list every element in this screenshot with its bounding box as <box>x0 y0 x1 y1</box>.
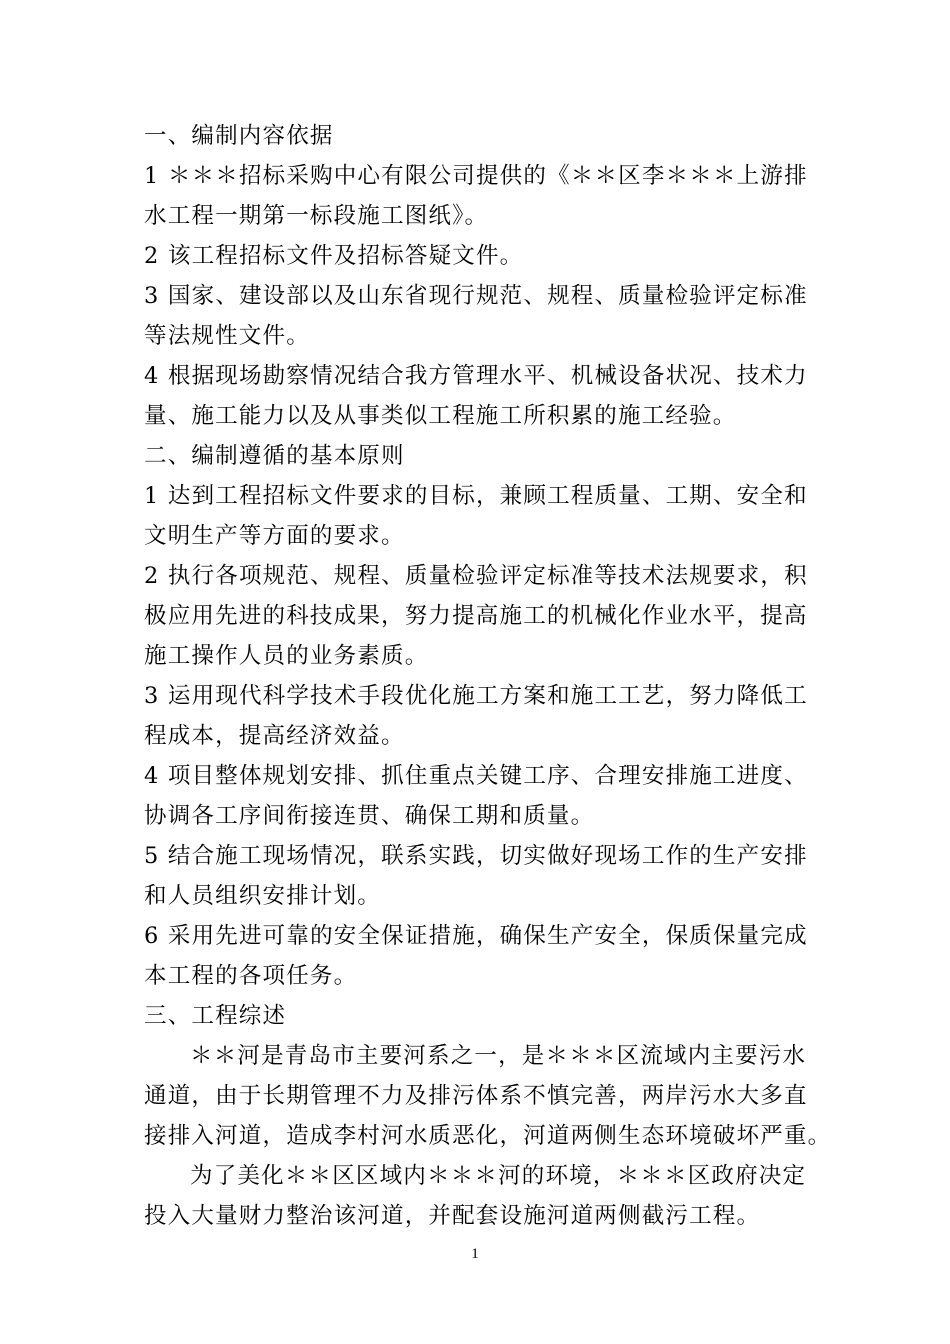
text-line: 等法规性文件。 <box>144 323 310 349</box>
page-number: 1 <box>471 1246 479 1262</box>
text-line: 3 运用现代科学技术手段优化施工方案和施工工艺，努力降低工 <box>144 683 808 709</box>
text-line: 2 该工程招标文件及招标答疑文件。 <box>144 243 524 269</box>
text-line: 4 项目整体规划安排、抓住重点关键工序、合理安排施工进度、 <box>144 763 808 789</box>
text-line: 水工程一期第一标段施工图纸》。 <box>144 203 489 229</box>
text-line: 通道，由于长期管理不力及排污体系不慎完善，两岸污水大多直 <box>144 1083 808 1109</box>
document-body <box>144 116 832 1236</box>
section-heading: 二、编制遵循的基本原则 <box>144 443 405 469</box>
text-line: 为了美化＊＊区区域内＊＊＊河的环境，＊＊＊区政府决定 <box>190 1163 807 1189</box>
text-line: 3 国家、建设部以及山东省现行规范、规程、质量检验评定标准 <box>144 283 808 309</box>
text-line: 施工操作人员的业务素质。 <box>144 643 429 669</box>
text-line: 6 采用先进可靠的安全保证措施，确保生产安全，保质保量完成 <box>144 923 808 949</box>
text-line: 量、施工能力以及从事类似工程施工所积累的施工经验。 <box>144 403 737 429</box>
text-line: 和人员组织安排计划。 <box>144 883 382 909</box>
text-line: 程成本，提高经济效益。 <box>144 723 405 749</box>
text-line: 协调各工序间衔接连贯、确保工期和质量。 <box>144 803 595 829</box>
section-heading: 一、编制内容依据 <box>144 123 334 149</box>
text-line: 投入大量财力整治该河道，并配套设施河道两侧截污工程。 <box>144 1203 761 1229</box>
text-line: 2 执行各项规范、规程、质量检验评定标准等技术法规要求，积 <box>144 563 808 589</box>
text-line: 4 根据现场勘察情况结合我方管理水平、机械设备状况、技术力 <box>144 363 808 389</box>
text-line: 本工程的各项任务。 <box>144 963 358 989</box>
text-line: 5 结合施工现场情况，联系实践，切实做好现场工作的生产安排 <box>144 843 808 869</box>
text-line: ＊＊河是青岛市主要河系之一，是＊＊＊区流域内主要污水 <box>190 1043 807 1069</box>
text-line: 极应用先进的科技成果，努力提高施工的机械化作业水平，提高 <box>144 603 808 629</box>
section-heading: 三、工程综述 <box>144 1003 287 1029</box>
text-line: 1 达到工程招标文件要求的目标，兼顾工程质量、工期、安全和 <box>144 483 808 509</box>
text-line: 接排入河道，造成李村河水质恶化，河道两侧生态环境破坏严重。 <box>144 1123 832 1149</box>
text-line: 1 ＊＊＊招标采购中心有限公司提供的《＊＊区李＊＊＊上游排 <box>144 163 808 189</box>
text-line: 文明生产等方面的要求。 <box>144 523 405 549</box>
